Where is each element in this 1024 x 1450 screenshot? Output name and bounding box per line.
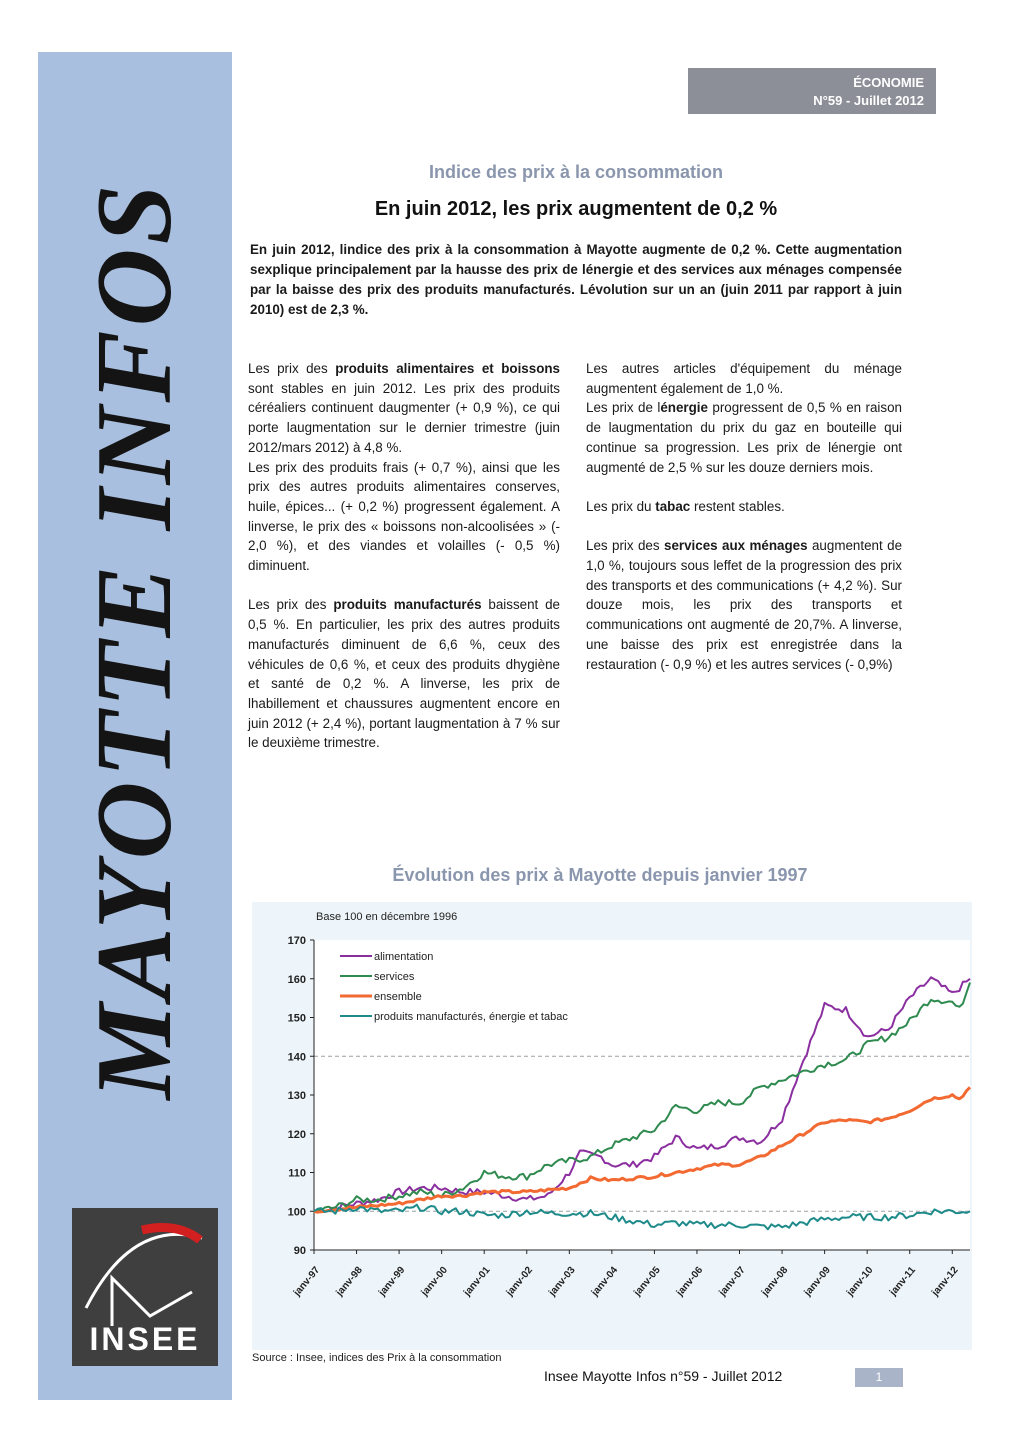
x-tick-label: janv-00 [419,1264,450,1299]
y-tick-label: 130 [287,1090,306,1102]
text-run: restent stables. [690,498,785,514]
paragraph-energy [586,398,902,477]
right-column [586,359,902,674]
text-run: Les prix des [248,361,336,376]
text-bold: tabac [655,498,691,514]
masthead-title: MAYOTTE INFOS [75,180,194,1100]
insee-logo-text: INSEE [89,1321,201,1357]
text-run: augmentent de 1,0 %, toujours sous leffet de la progression des prix des transports et des communications (+ 4,2 %). Sur douze mois, les prix des transports et communications ont augmenté de 20,7%. A linverse, une baisse des prix est enregistrée dans la restauration (- 0,9 %) et les autres services (- 0,9%) [586,538,903,672]
x-tick-label: janv-08 [759,1264,791,1299]
insee-logo [72,1208,218,1366]
y-tick-label: 170 [287,935,306,947]
x-tick-label: janv-01 [461,1264,493,1299]
x-tick-label: janv-07 [717,1264,748,1299]
legend-label: alimentation [374,951,434,963]
text-bold: services aux ménages [664,538,808,554]
text-run: Les prix du [586,498,656,514]
x-tick-label: janv-98 [334,1264,365,1299]
paragraph-fresh-products: Les prix des produits frais (+ 0,7 %), ainsi que les prix des autres produits alimentaires conserves, huile, épices... (+ 0,2 %) progressent également. A linverse, le prix des « boissons non-alcoolisées » (- 2,0 %), et des viandes et volailles (- 0,5 %) diminuent. [248,459,560,574]
chart-title: Évolution des prix à Mayotte depuis janvier 1997 [392,865,808,885]
chart-subtitle: Base 100 en décembre 1996 [316,911,458,923]
paragraph-tobacco [586,497,902,517]
issue-number: N°59 - Juillet 2012 [813,93,924,108]
x-tick-label: janv-02 [504,1264,536,1299]
page-number: 1 [855,1368,903,1387]
y-tick-label: 110 [288,1167,306,1180]
text-run: sont stables en juin 2012. Les prix des produits céréaliers continuent daugmenter (+ 0,9 %), ce qui porte laugmentation sur le dernier trimestre (juin 2012/mars 2012) à 4,8 %. [248,380,560,455]
x-tick-label: janv-10 [844,1264,876,1299]
chart-source: Source : Insee, indices des Prix à la consommation [252,1352,502,1364]
legend-label: produits manufacturés, énergie et tabac [374,1011,568,1023]
issue-badge [688,68,936,114]
paragraph-food [248,359,560,458]
x-tick-label: janv-09 [802,1264,833,1299]
text-run: progressent de 0,5 % en raison de laugmentation du prix du gaz en bouteille qui continue sa progression. Les prix de lénergie ont augmenté de 2,5 % sur les douze derniers mois. [586,400,902,475]
legend-label: ensemble [374,991,422,1003]
article-headline: En juin 2012, les prix augmentent de 0,2 % [374,198,778,220]
price-chart [252,902,972,1350]
x-tick-label: janv-04 [589,1264,621,1299]
footer-text: Insee Mayotte Infos n°59 - Juillet 2012 [544,1368,783,1384]
text-run: Les prix des [586,538,664,554]
x-tick-label: janv-11 [887,1264,919,1298]
y-tick-label: 150 [287,1012,306,1025]
legend-label: services [374,971,415,983]
x-tick-label: janv-97 [291,1264,323,1299]
left-column [248,359,560,753]
paragraph-household: Les autres articles d'équipement du ménage augmentent également de 1,0 %. [586,361,902,396]
x-tick-label: janv-06 [674,1264,706,1299]
paragraph-services [586,536,902,674]
article-lead: En juin 2012, lindice des prix à la consommation à Mayotte augmente de 0,2 %. Cette augmentation sexplique principalement par la hausse des prix de lénergie et des services aux ménages compensée par la baisse des prix des produits manufacturés. Lévolution sur un an (juin 2011 par rapport à juin 2010) est de 2,3 %. [250,242,902,317]
y-tick-label: 160 [287,973,306,986]
x-tick-label: janv-12 [929,1264,961,1299]
y-tick-label: 100 [287,1206,306,1219]
text-run: Les prix de l [586,400,661,416]
y-tick-label: 140 [287,1051,306,1064]
text-bold: produits manufacturés [333,597,482,613]
text-bold: énergie [660,400,708,416]
issue-section: ÉCONOMIE [853,75,924,90]
x-tick-label: janv-99 [376,1264,408,1299]
x-tick-label: janv-03 [547,1264,578,1299]
text-run: Les prix des [248,597,334,613]
paragraph-manufactured [248,595,560,753]
x-tick-label: janv-05 [632,1264,663,1299]
y-tick-label: 90 [293,1245,306,1257]
article-kicker: Indice des prix à la consommation [428,162,724,182]
y-tick-label: 120 [287,1128,306,1141]
text-bold: produits alimentaires et boissons [335,361,561,376]
text-run: baissent de 0,5 %. En particulier, les prix des autres produits manufacturés diminuent de 6,6 %, ceux des véhicules de 0,6 %, et ceux des produits dhygiène et santé de 0,2 %. A linverse, les prix de lhabillement et chaussures augmentent encore en juin 2012 (+ 2,4 %), portant laugmentation à 7 % sur le deuxième trimestre. [248,597,560,751]
plot-area [314,940,970,1250]
